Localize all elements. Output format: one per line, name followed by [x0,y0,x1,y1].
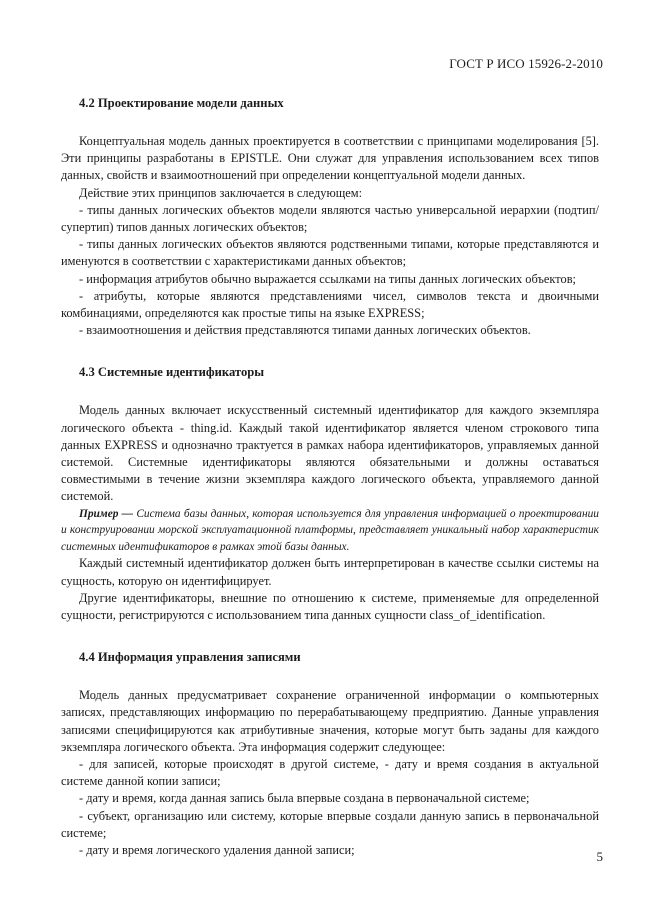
paragraph: Модель данных предусматривает сохранение ограниченной информации о компьютерных записях, представляющих информацию по перерабатывающему предприятию. Данные управления записями специфицируются как атрибутивные значения, которые могут быть заданы для каждого экземпляра логического объекта. Эта информация содержит следующее: [61,688,599,754]
standard-header: ГОСТ Р ИСО 15926-2-2010 [449,56,603,71]
list-item: - атрибуты, которые являются представлениями чисел, символов текста и двоичными комбинациями, определяются как простые типы на языке EXPRESS; [61,288,599,321]
page-body [61,96,599,859]
list-item: - дату и время логического удаления данной записи; [79,843,355,858]
paragraph: Другие идентификаторы, внешние по отношению к системе, применяемые для определенной сущности, регистрируются с использованием типа данных сущности class_of_identification. [61,590,599,623]
list-item: - типы данных логических объектов модели являются частью универсальной иерархии (подтип/супертип) типов данных логических объектов; [61,202,599,235]
paragraph: Концептуальная модель данных проектируется в соответствии с принципами моделирования [5]. Эти принципы разработаны в EPISTLE. Они служат для управления использованием всех типов данных, свойств и взаимоотношений при определении концептуальной модели данных. [61,134,599,183]
list-item: - дату и время, когда данная запись была впервые создана в первоначальной системе; [79,791,530,806]
section-heading-4-3: 4.3 Системные идентификаторы [79,365,265,380]
section-heading-4-2: 4.2 Проектирование модели данных [79,96,284,110]
example-text: Система базы данных, которая используется для управления информацией о проектировании и конструировании морской эксплуатационной платформы, представляет уникальный набор характеристик системных идентификаторов в рамках этой базы данных. [61,507,599,553]
list-item: - типы данных логических объектов являются родственными типами, которые представляются и именуются в соответствии с характеристиками данных объектов; [61,237,599,269]
paragraph: Модель данных включает искусственный системный идентификатор для каждого экземпляра логического объекта - thing.id. Каждый такой идентификатор является членом строкового типа данных EXPRESS и однозначно трактуется в рамках набора идентификаторов, управляемых данной системой. Системные идентификаторы являются обязательными и должны оставаться совместимыми в течение жизни экземпляра каждого логического объекта, управляемого данной системой. [61,403,599,504]
list-item: - для записей, которые происходят в другой системе, - дату и время создания в актуальной системе данной копии записи; [61,757,599,789]
example-note [61,506,599,556]
page-number: 5 [596,849,603,864]
list-item: - субъект, организацию или систему, которые впервые создали данную запись в первоначальной системе; [61,808,599,840]
section-heading-4-4: 4.4 Информация управления записями [79,650,301,665]
list-item: - взаимоотношения и действия представляются типами данных логических объектов. [79,323,531,338]
paragraph: Каждый системный идентификатор должен быть интерпретирован в качестве ссылки системы на сущность, которую он идентифицирует. [61,556,599,588]
example-label: Пример — [79,507,137,520]
list-item: - информация атрибутов обычно выражается ссылками на типы данных логических объектов; [79,271,576,286]
paragraph: Действие этих принципов заключается в следующем: [79,185,363,200]
